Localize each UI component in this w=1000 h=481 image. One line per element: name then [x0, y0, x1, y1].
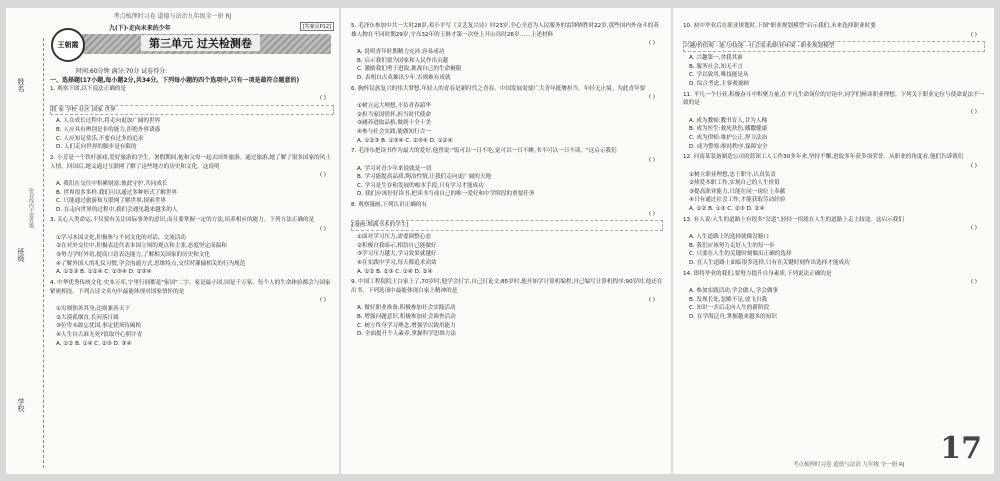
answer-option: A. ①②③ B. ①②④ C. ①③④ D. ②③④ — [56, 269, 152, 276]
student-info-sidebar — [6, 38, 44, 468]
answer-option: A. ①② B. ①④ C. ②③ D. ③④ — [56, 340, 132, 347]
question-stem: 2. 小芳是一个铁杆游戏,爱好旅游的学生。暑假期间,她和父母一起去国外旅游。通过旅游,她了解了很多国家的风土人情。回国后,她又通过互联网了解了这些地方的历史和文化。这说明 — [50, 154, 331, 170]
question-list — [683, 22, 985, 322]
question-list — [351, 22, 663, 339]
answer-option: C. 学习是生存和发展的根本手段,只有学习才能成功 — [357, 182, 484, 189]
question-stem: 3. 关心人类命运,不仅要有关注国际事务的意识,而且要掌握一定的方法,培养相应的能力。下列方法正确的是 — [50, 217, 315, 224]
question-column — [683, 22, 985, 324]
answer-option: ①树立职业理想,忠于职守,认真负责 — [689, 171, 776, 178]
answer-option: ③学习压力越大,学习效果就越好 — [357, 251, 437, 258]
school-label: 学校 — [17, 398, 25, 412]
question-column — [50, 76, 334, 350]
publisher-logo: 王朝霞 — [51, 28, 85, 62]
answer-option: A. 成为教师:教书育人,甘为人梯 — [689, 117, 768, 124]
question-item — [683, 91, 985, 152]
answer-option: D. 在人生道路上面临很多选择,只有在关键时刻作出选择才能成功 — [689, 260, 850, 267]
question-stem: 5. 毛泽东参加中共一大时28岁,邓小平写《文艺复兴诗》时23岁,全心全意为人民服务的雷锋牺牲时22岁,那些国内外奋斗的英雄人物在不同时期29岁,守岛32年的王继才第一次登上开山岛时26岁……上述材料 — [351, 23, 659, 38]
answer-option: B. 我们应该努力走好人生的每一步 — [689, 242, 775, 249]
question-item — [683, 216, 985, 268]
question-figure: 我 家 学校 社区 国家 世界 — [50, 105, 334, 116]
answer-blank[interactable]: ( ) — [970, 108, 977, 115]
answer-option: ③提高职业能力,只能在同一岗位上奉献 — [689, 188, 786, 195]
answer-option: C. 知识一并后走向人生的新阶段 — [689, 305, 770, 312]
question-stem: 6. 胸怀民族复兴的伟大梦想,年轻人的青春是新时代之青春。中国发展需要广大青年挺膺担当。年轻无止境。为此青年要 — [351, 85, 646, 92]
answer-option: A. 说明青年时期精力充沛,容易成功 — [357, 48, 445, 55]
question-item — [683, 270, 985, 322]
answer-option: ③位卑未敢忘忧国,事定犹须待阖棺 — [56, 323, 142, 330]
answer-option: C. 树立终身学习理念,增强学以致用能力 — [357, 322, 456, 329]
question-item — [683, 153, 985, 214]
answer-option: A. ①② B. ②③ C. ①④ D. ②④ — [357, 268, 433, 275]
answer-blank[interactable]: ( ) — [319, 297, 326, 304]
answer-blank[interactable]: ( ) — [648, 296, 655, 303]
question-item — [351, 278, 663, 339]
answer-option: B. 增强问题意识,积极参加社会调查活动 — [357, 314, 456, 320]
answer-option: C. 学以致用,唯技能是从 — [689, 72, 749, 79]
answer-option: ④人生自古谁无死?留取丹心照汗青 — [56, 332, 143, 339]
section-heading: 一、选择题(17小题,每小题2分,共34分。下列每小题的四个选项中,只有一项是最符合题意的) — [50, 77, 300, 84]
answer-option: A. ①②③ B. ①③④ C. ②③④ D. ①②④ — [357, 137, 453, 144]
answer-option: B. 学习能提高品质,陶冶性情,让我们走向更广阔的天地 — [357, 174, 492, 181]
question-column — [351, 22, 663, 341]
question-item — [351, 85, 663, 146]
answer-blank[interactable]: ( ) — [319, 94, 326, 101]
answer-reference: [答案见P12] — [300, 22, 334, 31]
question-stem: 9. 中国工程院院士白家上了,70岁时,他学会打字,自己打论文;85岁时,他开始学计算机编程,自已编写计算机程序;90岁时,他还在出书。下列选项中最能体现白家上精神的是 — [351, 279, 663, 295]
answer-option: A. ①② B. ①③ C. ②③ D. ②④ — [689, 206, 765, 213]
answer-option: B. 人应具有辨别是非的能力,拒绝外界诱惑 — [56, 126, 161, 133]
question-stem: 11. 平凡一个行业,积极奋斗中积聚力量,在平凡生命岗位的讨论中,同学们畅谈职业理想。下列关于职业定位与使命说法不一致的是 — [683, 91, 985, 107]
answer-option: ②担当家国情怀,担当时代使命 — [357, 111, 431, 118]
answer-option: ③涵养进取品格,做到十全十美 — [357, 120, 431, 127]
answer-blank[interactable]: ( ) — [319, 172, 326, 179]
question-item — [50, 154, 334, 215]
answer-blank[interactable]: ( ) — [970, 162, 977, 169]
answer-option: D. 在学海泛舟,掌握越来越多的知识 — [689, 314, 777, 320]
question-item — [50, 279, 334, 348]
answer-option: A. 人生道路上的选择就像岔路口 — [689, 234, 770, 241]
class-label: 班级 — [17, 248, 25, 262]
exam-meta: 时间:60分钟 满分:70分 试卷得分: — [76, 68, 168, 75]
answer-blank[interactable]: ( ) — [970, 225, 977, 232]
answer-option: ③努力学好外语,提高口语表达能力,了解相关国家的历史和文化 — [56, 252, 211, 259]
page-footer: 考点梳理时习卷 道德与法治 九年级 全一册 RJ — [793, 462, 905, 468]
answer-option: D. 综合考虑,主客观兼顾 — [689, 80, 749, 87]
answer-option: D. 我们应该好好读书,把读书当成自己的唯一爱好和中学阶段的重要任务 — [357, 191, 535, 198]
answer-option: B. 启示我们要为国家和人民作出贡献 — [357, 57, 449, 64]
question-stem: 14. 即将毕业的我们,要努力提升自身素质,下列说法正确的是 — [683, 270, 832, 277]
question-item — [683, 22, 985, 89]
page-number: 17 — [940, 431, 982, 466]
exam-banner — [51, 22, 334, 62]
answer-option: A. 兴趣第一,舍我其谁 — [689, 54, 743, 61]
question-stem: 12. 河南某装备制造公司的蓝领工人工作30多年来,坚持不懈,进取多年获多项荣誉。从职业的角度看,他们告诉我们 — [683, 154, 964, 161]
answer-option: C. 只要在人生的关键时刻做出正确的选择 — [689, 251, 792, 258]
answer-option: C. 成为律师:维护公正,捍卫法治 — [689, 134, 768, 141]
unit-subtitle: 九(下)·走向未来的少年 — [109, 25, 171, 32]
answer-option: A. 人在成长过程中,将走向更加广阔的世界 — [56, 118, 161, 125]
answer-blank[interactable]: ( ) — [648, 40, 655, 47]
answer-option: ①穷则独善其身,达则兼善天下 — [56, 306, 130, 313]
answer-option: D. 在走向世界的过程中,我们会遇见越来越多的人 — [56, 206, 178, 213]
question-item — [351, 147, 663, 199]
answer-blank[interactable]: ( ) — [648, 94, 655, 101]
answer-option: C. 人应知足常乐,不要有过多的追求 — [56, 135, 144, 142]
answer-option: D. 全面提升个人素养,掌握科学思维方法 — [357, 331, 457, 338]
answer-blank[interactable]: ( ) — [970, 279, 977, 286]
answer-option: ①树立远大理想,不负青春韶华 — [357, 102, 431, 109]
seal-warning: 密封线内不要答题 — [28, 188, 34, 228]
answer-option: D. 成为警察:维持秩序,保障安全 — [689, 143, 768, 150]
answer-option: A. 参加实践活动,学会做人,学会做事 — [689, 288, 779, 295]
question-stem: 13. 有人说:人生的道路上有很多"岔道",轻轻一拐就在人生的道路上走上歧途。这启示我们 — [683, 216, 904, 223]
answer-option: A. 我们在交往中积累财富,彼此守护,共同成长 — [56, 180, 168, 187]
answer-option: ②大漠孤烟直,长河落日圆 — [56, 314, 119, 321]
answer-blank[interactable]: ( ) — [648, 210, 655, 217]
question-item — [50, 85, 334, 152]
name-label: 姓名 — [17, 78, 25, 92]
exam-title: 第三单元 过关检测卷 — [141, 35, 260, 51]
answer-option: ④在实践中学习,每天都追求高效 — [357, 260, 437, 267]
question-item — [351, 201, 663, 276]
exam-page-left — [6, 8, 339, 474]
answer-option: ②在对外交往中,积极表达代表本国立场的观点和主张,态度坚定而温和 — [56, 243, 227, 250]
answer-option: C. 激励我们勇于进取,挑战自己的生命极限 — [357, 66, 462, 73]
answer-option: ④只有通过社会工作,才能获取劳动经验 — [689, 197, 786, 204]
question-stem: 10. 初中毕业后在职业规划时,下图"职业规划模型"启示我们,未来选择职业时要 — [683, 23, 876, 29]
question-stem: 4. 中华优秀传统文化 史本万库,字里行间都是"家国"二字。家是最小国,国是千万家。每个人的生命体验都会与国家紧密相连。下列古诗文名句中最能体现对国家情怀的是 — [50, 280, 331, 295]
answer-option: ④了解外国人的礼仪习惯,学会沟通方式,思维特点,交往时灌输相关的行为规范 — [56, 260, 246, 267]
question-stem: 8. 观察漫画,下列认识正确的有 — [351, 202, 428, 209]
answer-option: B. 成为医生:救死扶伤,播撒健康 — [689, 126, 768, 133]
answer-option: B. 世界很多多样,我们可以通过多种形式了解世界 — [56, 189, 178, 196]
answer-option: ①面对学习压力,需要调整心态 — [357, 234, 431, 241]
exam-page-middle — [341, 8, 671, 474]
answer-option: ①学习本国文化,积极参与不同文化的对话、交流活动 — [56, 234, 186, 241]
question-stem: 7. 毛泽东把读书作为最大的爱好,他曾说:"饭可以一日不吃,觉可以一日不睡,书不可以一日不读。"这启示我们 — [351, 148, 617, 155]
question-item — [50, 216, 334, 277]
question-figure: 兴趣/价值观 · 能力/技能 · 社会需求/职业环境 · 职业规划模型 — [683, 41, 985, 52]
question-item — [351, 22, 663, 83]
answer-option: ②热爱本职工作,实现自己的人生价值 — [689, 180, 780, 187]
answer-option: ②积极自我暗示,相信自己能做好 — [357, 242, 437, 249]
answer-option: D. 人们走向世界的脚步是有限的 — [56, 144, 137, 151]
question-figure: [漫画:堆满书本的学生] — [351, 220, 663, 231]
question-stem: 1. 观察下图,以下说法正确的是 — [50, 86, 127, 93]
answer-option: C. 只能通过旅游和互联网了解世界,探索世界 — [56, 198, 166, 205]
answer-option: A. 做好职业准备,积极参加社会实践活动 — [357, 305, 456, 312]
answer-option: D. 表明自古英雄出少年,否则难有成就 — [357, 74, 451, 81]
answer-option: B. 发现长处,忽略不足,放飞自我 — [689, 296, 768, 303]
answer-option: A. 学习对青少年来说就是一切 — [357, 165, 432, 172]
question-list — [50, 85, 334, 348]
page-header: 考点梳理时习卷 道德与法治九年级全一册 RJ — [113, 13, 232, 20]
exam-page-right — [673, 8, 994, 474]
answer-blank[interactable]: ( ) — [970, 31, 977, 38]
answer-blank[interactable]: ( ) — [319, 226, 326, 233]
answer-option: ④参与社会实践,能做知行合一 — [357, 128, 431, 135]
answer-option: B. 服务社会,知无不言 — [689, 63, 743, 70]
answer-blank[interactable]: ( ) — [648, 156, 655, 163]
